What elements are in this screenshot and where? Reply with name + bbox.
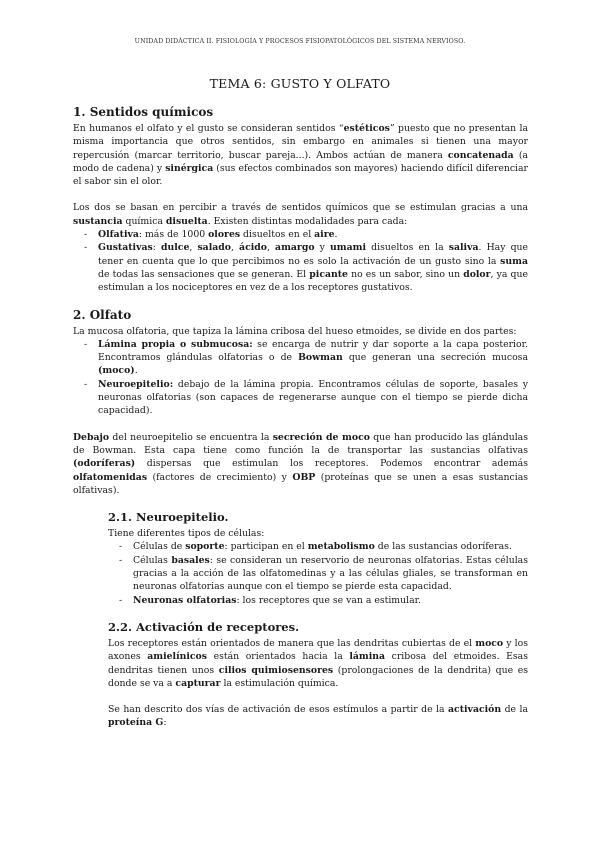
subsection-neuroepitelio — [73, 510, 528, 730]
list-item-neuronas-olfatorias: - Neuronas olfatorias: los receptores que se van a estimular. — [108, 594, 528, 607]
subsection-heading-neuroepitelio: 2.1. Neuroepitelio. — [108, 510, 229, 525]
page-title: TEMA 6: GUSTO Y OLFATO — [209, 76, 391, 91]
list-item-olfativa: - Olfativa: más de 1000 olores disueltos en el aire. — [73, 228, 528, 241]
paragraph-orientacion-receptores: Los receptores están orientados de manera que las dendritas cubiertas de el moco y los axones amielínicos están orientados hacia la lámina cribosa del etmoides. Esas dendritas tienen unos cilios quimiosensores (prolongaciones de la dendrita) que es donde se va a capturar la estimulación química. — [108, 637, 529, 689]
paragraph-tipos-celulas: Tiene diferentes tipos de células: — [108, 528, 265, 540]
section-heading-sentidos-quimicos: 1. Sentidos químicos — [73, 105, 214, 119]
list-item-neuroepitelio: - Neuroepitelio: debajo de la lámina propia. Encontramos células de soporte, basales y neuronas olfatorias (son capaces de regenerarse aunque con el tiempo se pierde dicha capacidad). — [73, 378, 528, 418]
list-partes-mucosa — [73, 338, 528, 418]
paragraph-secrecion-moco: Debajo del neuroepitelio se encuentra la secreción de moco que han producido las glándulas de Bowman. Esta capa tiene como función la de transportar las sustancias olfativas (odoríferas) dispersas que estimulan los receptores. Podemos encontrar además olfatomenidas (factores de crecimiento) y OBP (proteínas que se unen a esas sustancias olfativas). — [73, 431, 529, 496]
document-body — [73, 105, 528, 730]
section-heading-olfato: 2. Olfato — [73, 307, 132, 322]
list-modalidades — [73, 228, 528, 294]
subsection-heading-activacion: 2.2. Activación de receptores. — [108, 619, 300, 634]
list-item-celulas-basales: - Células basales: se consideran un reservorio de neuronas olfatorias. Estas células gracias a la acción de las olfatomedinas y a las células gliales, se transforman en neuronas olfatorias aunque con el tiempo se pierde esta capacidad. — [108, 554, 528, 594]
paragraph-vias-activacion: Se han descrito dos vías de activación de esos estímulos a partir de la activación de la proteína G: — [108, 704, 528, 729]
list-item-lamina-propia: - Lámina propia o submucosa: se encarga de nutrir y dar soporte a la capa posterior. Encontramos glándulas olfatorias o de Bowman que generan una secreción mucosa (moco). — [73, 338, 528, 378]
list-tipos-celulas — [108, 540, 528, 606]
running-header: UNIDAD DIDÁCTICA II. FISIOLOGÍA Y PROCESOS FISIOPATOLÓGICOS DEL SISTEMA NERVIOSO. — [134, 38, 466, 45]
paragraph-mucosa-olfatoria: La mucosa olfatoria, que tapiza la lámina cribosa del hueso etmoides, se divide en dos partes: — [73, 325, 517, 337]
paragraph-sentidos-intro: En humanos el olfato y el gusto se consideran sentidos “estéticos” puesto que no presentan la misma importancia que otros sentidos, sin embargo en animales si tienen una mayor repercusión (marcar territorio, buscar pareja...). Ambos actúan de manera concatenada (a modo de cadena) y sinérgica (sus efectos combinados son mayores) haciendo difícil diferenciar el sabor sin el olor. — [73, 123, 528, 188]
paragraph-sustancia-disuelta: Los dos se basan en percibir a través de sentidos químicos que se estimulan gracias a una sustancia química disuelta. Existen distintas modalidades para cada: — [73, 202, 528, 227]
list-item-gustativas: - Gustativas: dulce, salado, ácido, amargo y umami disueltos en la saliva. Hay que tener en cuenta que lo que percibimos no es solo la activación de un gusto sino la suma de todas las sensaciones que se generan. El picante no es un sabor, sino un dolor, ya que estimulan a los nociceptores en vez de a los receptores gustativos. — [73, 241, 528, 294]
list-item-celulas-soporte: - Células de soporte: participan en el metabolismo de las sustancias odoríferas. — [108, 540, 528, 553]
